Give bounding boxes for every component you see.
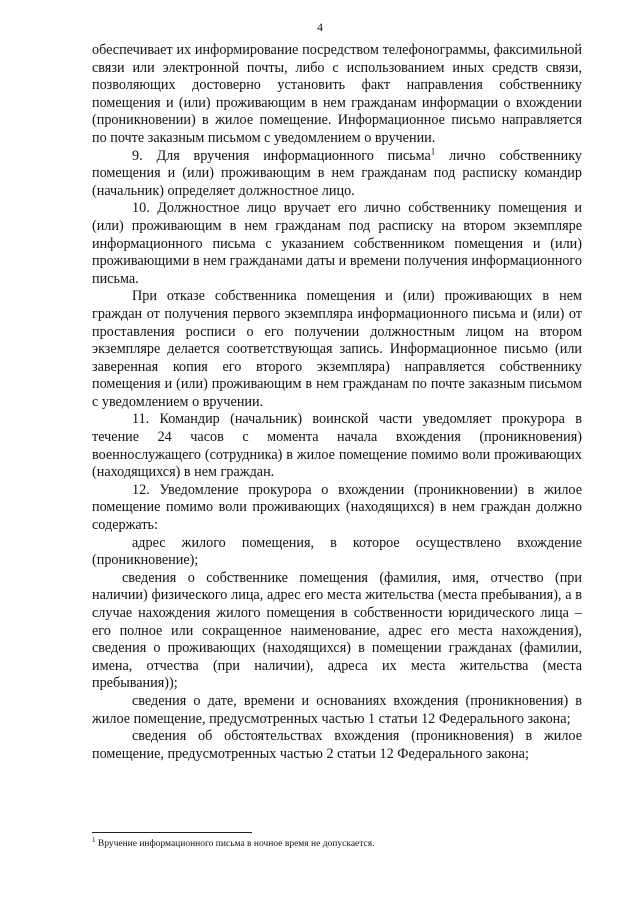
footnote-marker: 1 (92, 835, 96, 844)
footnote-text: Вручение информационного письма в ночное время не допускается. (95, 839, 375, 849)
paragraph-item-12: 12. Уведомление прокурора о вхождении (проникновении) в жилое помещение помимо воли проживающих (находящихся) в нем граждан должно содержать: (92, 481, 582, 534)
footnote (92, 835, 582, 850)
paragraph-item-11: 11. Командир (начальник) воинской части уведомляет прокурора в течение 24 часов с момента начала вхождения (проникновения) военнослужащего (сотрудника) в жилое помещение помимо воли проживающих (находящихся) в нем граждан. (92, 411, 582, 481)
list-item-date-time: сведения о дате, времени и основаниях вхождения (проникновения) в жилое помещение, предусмотренных частью 1 статьи 12 Федерального закона; (92, 692, 582, 727)
page-number: 4 (317, 20, 323, 34)
list-item-owner-info: сведения о собственнике помещения (фамилия, имя, отчество (при наличии) физического лица, адрес его места жительства (места пребывания), а в случае нахождения жилого помещения в собственности юридического лица – его полное или сокращенное наименование, адрес его места нахождения), сведения о проживающих (находящихся) в помещении гражданах (фамилии, имена, отчества (при наличии), адреса их места жительства (места пребывания)); (92, 569, 582, 692)
footnote-divider (92, 832, 252, 833)
paragraph-item-9-text-cont: лично собственнику помещения и (или) проживающим в нем гражданам под расписку командир (начальник) определяет должностное лицо. (92, 147, 582, 199)
paragraph-refusal: При отказе собственника помещения и (или) проживающих в нем граждан от получения первого экземпляра информационного письма и (или) от проставления росписи о его получении должностным лицом на втором экземпляре делается соответствующая запись. Информационное письмо (или заверенная копия его второго экземпляра) направляется собственнику помещения и (или) проживающим в нем гражданам по почте заказным письмом с уведомлением о вручении. (92, 288, 582, 410)
footnote-reference: 1 (430, 145, 436, 156)
list-item-circumstances: сведения об обстоятельствах вхождения (проникновения) в жилое помещение, предусмотренных частью 2 статьи 12 Федерального закона; (92, 728, 582, 762)
paragraph-item-10: 10. Должностное лицо вручает его лично собственнику помещения и (или) проживающим в нем гражданам под расписку на втором экземпляре информационного письма с указанием собственником помещения и (или) проживающими в нем гражданами даты и времени получения информационного письма. (92, 200, 582, 287)
list-item-address: адрес жилого помещения, в которое осуществлено вхождение (проникновение); (92, 534, 582, 569)
paragraph-continuation: обеспечивает их информирование посредством телефонограммы, факсимильной связи или электронной почты, либо с использованием иных средств связи, позволяющих достоверно установить факт направления собственнику помещения и (или) проживающим в нем гражданам информации о вхождении (проникновении) в жилое помещение. Информационное письмо направляется по почте заказным письмом с уведомлением о вручении. (92, 42, 582, 146)
paragraph-item-9 (92, 145, 582, 201)
document-body (92, 42, 582, 763)
paragraph-item-9-text: 9. Для вручения информационного письма (132, 147, 431, 164)
